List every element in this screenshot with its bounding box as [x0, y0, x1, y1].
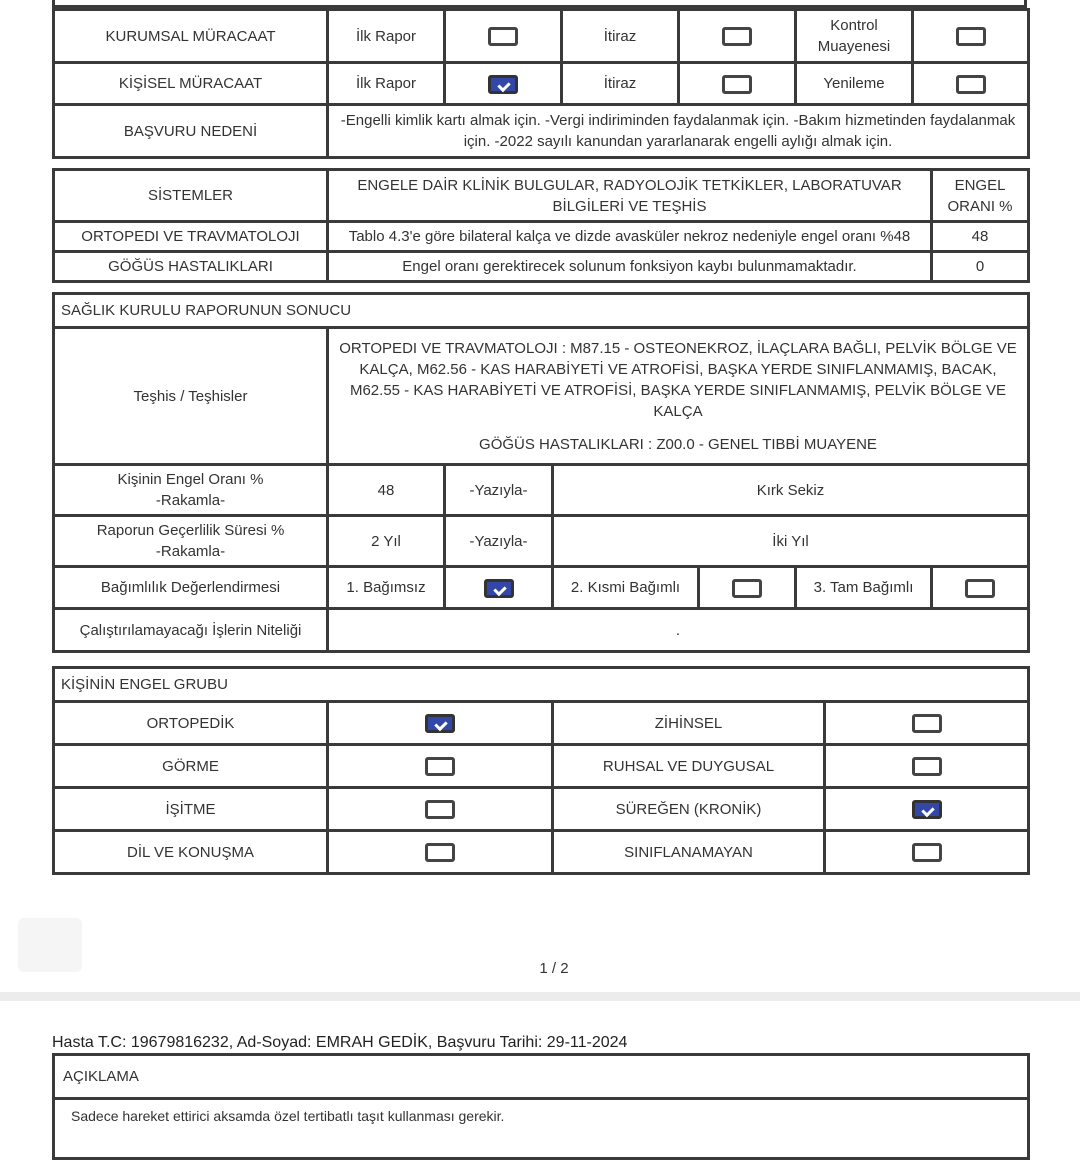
dependency-row	[54, 567, 1029, 609]
rate-written-label: -Yazıyla-	[445, 465, 553, 516]
rate-row	[54, 465, 1029, 516]
diagnosis-ortopedi: ORTOPEDI VE TRAVMATOLOJI : M87.15 - OSTEONEKROZ, İLAÇLARA BAĞLI, PELVİK BÖLGE VE KALÇA, M62.56 - KAS HARABİYETİ VE ATROFİSİ, BAŞKA YERDE SINIFLANMAMIŞ, BACAK, M62.55 - KAS HARABİYETİ VE ATROFİSİ, BAŞKA YERDE SINIFLANMAMIŞ, PELVİK BÖLGE VE KALÇA	[339, 339, 1017, 420]
rate-label-sub: -Rakamla-	[155, 492, 226, 509]
page-indicator: 1 / 2	[539, 960, 569, 977]
group-left-label: İŞİTME	[54, 788, 328, 831]
disability-group-table	[52, 666, 1030, 875]
kurumsal-opt3-label: Kontrol Muayenesi	[796, 10, 913, 63]
reason-row	[54, 105, 1029, 158]
group-title: KİŞİNİN ENGEL GRUBU	[54, 668, 1029, 702]
system-name: ORTOPEDI VE TRAVMATOLOJI	[54, 222, 328, 252]
kurumsal-opt2-label: İtiraz	[562, 10, 679, 63]
reason-value: -Engelli kimlik kartı almak için. -Vergi indiriminden faydalanmak için. -Bakım hizmetinden faydalanmak için. -2022 sayılı kanundan yararlanarak engelli aylığı almak için.	[328, 105, 1029, 158]
rate-value: 48	[328, 465, 445, 516]
ruhsal-checkbox[interactable]	[912, 757, 942, 776]
previous-row-border	[52, 0, 1027, 8]
kurumsal-ilk-rapor-checkbox[interactable]	[488, 27, 518, 46]
group-left-label: GÖRME	[54, 745, 328, 788]
gorme-checkbox[interactable]	[425, 757, 455, 776]
siniflanamayan-checkbox[interactable]	[912, 843, 942, 862]
note-table	[52, 1053, 1030, 1160]
system-findings: Tablo 4.3'e göre bilateral kalça ve dizde avasküler nekroz nedeniyle engel oranı %48	[328, 222, 932, 252]
kurumsal-label: KURUMSAL MÜRACAAT	[54, 10, 328, 63]
jobs-row	[54, 609, 1029, 652]
page-divider	[0, 992, 1080, 1001]
kisisel-row	[54, 63, 1029, 105]
rate-label: Kişinin Engel Oranı %	[117, 471, 264, 488]
validity-written-label: -Yazıyla-	[445, 516, 553, 567]
systems-header-rate: ENGEL ORANI %	[932, 170, 1029, 222]
reason-label: BAŞVURU NEDENİ	[54, 105, 328, 158]
kurumsal-row	[54, 10, 1029, 63]
diagnosis-row	[54, 328, 1029, 465]
system-findings: Engel oranı gerektirecek solunum fonksiyon kaybı bulunmamaktadır.	[328, 252, 932, 282]
jobs-value: .	[328, 609, 1029, 652]
kisisel-opt3-label: Yenileme	[796, 63, 913, 105]
systems-table	[52, 168, 1030, 283]
kurumsal-itiraz-checkbox[interactable]	[722, 27, 752, 46]
group-left-label: ORTOPEDİK	[54, 702, 328, 745]
table-row	[54, 745, 1029, 788]
ortopedik-checkbox[interactable]	[425, 714, 455, 733]
group-right-label: SINIFLANAMAYAN	[553, 831, 825, 874]
tam-bagimli-checkbox[interactable]	[965, 579, 995, 598]
kisisel-itiraz-checkbox[interactable]	[722, 75, 752, 94]
dep1-label: 1. Bağımsız	[328, 567, 445, 609]
note-text: Sadece hareket ettirici aksamda özel tertibatlı taşıt kullanması gerekir.	[54, 1099, 1029, 1159]
group-right-label: ZİHİNSEL	[553, 702, 825, 745]
validity-row	[54, 516, 1029, 567]
dil-konusma-checkbox[interactable]	[425, 843, 455, 862]
system-name: GÖĞÜS HASTALIKLARI	[54, 252, 328, 282]
jobs-label: Çalıştırılamayacağı İşlerin Niteliği	[54, 609, 328, 652]
table-row	[54, 252, 1029, 282]
note-title: AÇIKLAMA	[54, 1055, 1029, 1099]
group-right-label: RUHSAL VE DUYGUSAL	[553, 745, 825, 788]
validity-written: İki Yıl	[553, 516, 1029, 567]
kisisel-opt1-label: İlk Rapor	[328, 63, 445, 105]
kismi-bagimli-checkbox[interactable]	[732, 579, 762, 598]
rate-written: Kırk Sekiz	[553, 465, 1029, 516]
sureegen-checkbox[interactable]	[912, 800, 942, 819]
table-row	[54, 702, 1029, 745]
dependency-label: Bağımlılık Değerlendirmesi	[54, 567, 328, 609]
dep3-label: 3. Tam Bağımlı	[796, 567, 932, 609]
bagimsiz-checkbox[interactable]	[484, 579, 514, 598]
group-left-label: DİL VE KONUŞMA	[54, 831, 328, 874]
kisisel-yenileme-checkbox[interactable]	[956, 75, 986, 94]
kisisel-label: KİŞİSEL MÜRACAAT	[54, 63, 328, 105]
kisisel-ilk-rapor-checkbox[interactable]	[488, 75, 518, 94]
table-row	[54, 222, 1029, 252]
kisisel-opt2-label: İtiraz	[562, 63, 679, 105]
systems-header-findings: ENGELE DAİR KLİNİK BULGULAR, RADYOLOJİK TETKİKLER, LABORATUVAR BİLGİLERİ VE TEŞHİS	[328, 170, 932, 222]
zihinsel-checkbox[interactable]	[912, 714, 942, 733]
validity-label: Raporun Geçerlilik Süresi %	[96, 522, 285, 539]
table-row	[54, 788, 1029, 831]
system-rate: 0	[932, 252, 1029, 282]
isitme-checkbox[interactable]	[425, 800, 455, 819]
system-rate: 48	[932, 222, 1029, 252]
kurumsal-opt1-label: İlk Rapor	[328, 10, 445, 63]
validity-label-sub: -Rakamla-	[155, 543, 226, 560]
systems-header-system: SİSTEMLER	[54, 170, 328, 222]
result-title: SAĞLIK KURULU RAPORUNUN SONUCU	[54, 294, 1029, 328]
group-right-label: SÜREĞEN (KRONİK)	[553, 788, 825, 831]
diagnosis-label: Teşhis / Teşhisler	[54, 328, 328, 465]
patient-info-line: Hasta T.C: 19679816232, Ad-Soyad: EMRAH GEDİK, Başvuru Tarihi: 29-11-2024	[52, 1034, 628, 1051]
application-table	[52, 8, 1030, 159]
result-table	[52, 292, 1030, 653]
validity-value: 2 Yıl	[328, 516, 445, 567]
dep2-label: 2. Kısmi Bağımlı	[553, 567, 699, 609]
diagnosis-gogus: GÖĞÜS HASTALIKLARI : Z00.0 - GENEL TIBBİ MUAYENE	[479, 435, 877, 453]
kurumsal-kontrol-checkbox[interactable]	[956, 27, 986, 46]
table-row	[54, 831, 1029, 874]
systems-header-row	[54, 170, 1029, 222]
